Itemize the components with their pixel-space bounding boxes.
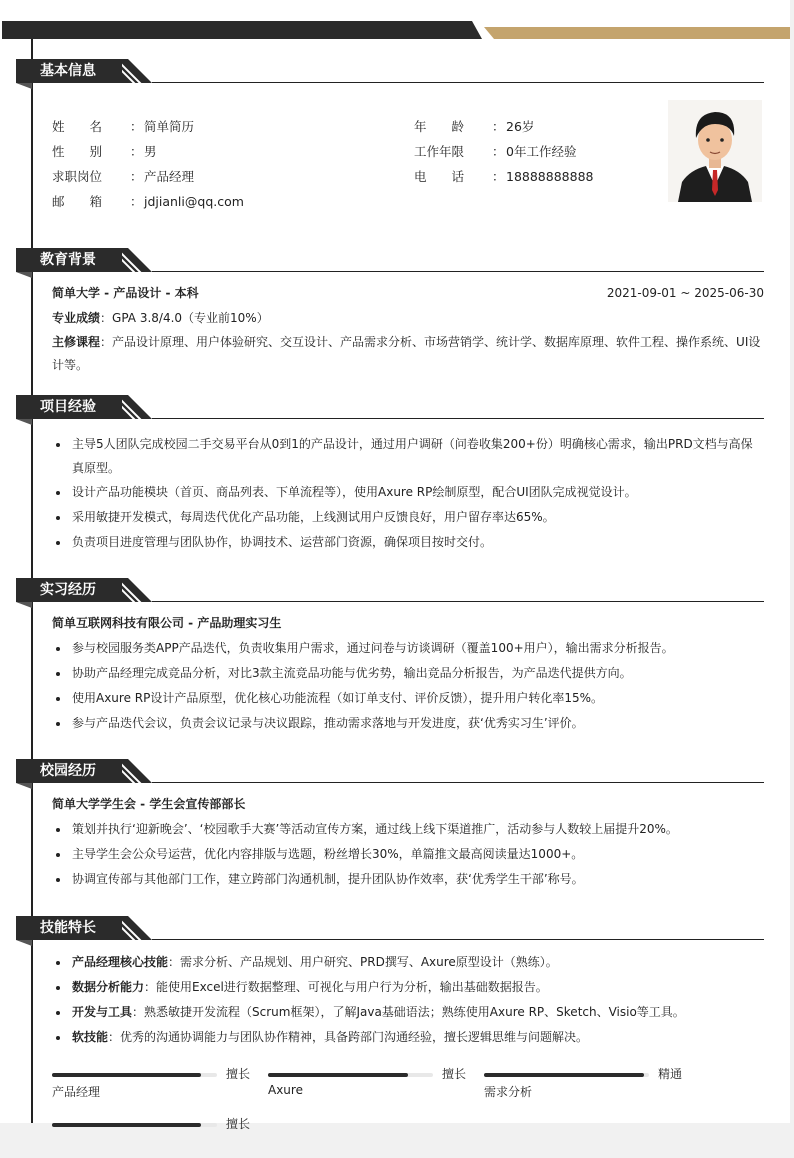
- list-item: 使用Axure RP设计产品原型，优化核心功能流程（如订单支付、评价反馈），提升用户转化率15%。: [52, 686, 764, 711]
- section-title: 校园经历: [16, 759, 122, 783]
- info-age: 年 龄 ：26岁: [414, 119, 535, 134]
- list-item: 设计产品功能模块（首页、商品列表、下单流程等），使用Axure RP绘制原型，配合UI团队完成视觉设计。: [52, 480, 764, 505]
- section-basic-info: [16, 59, 764, 209]
- section-header: [16, 59, 764, 83]
- section-divider: [152, 601, 764, 602]
- header-band-gold: [484, 27, 790, 39]
- list-item: 参与产品迭代会议，负责会议记录与决议跟踪，推动需求落地与开发进度，获‘优秀实习生’评价。: [52, 711, 764, 736]
- section-title: 实习经历: [16, 578, 122, 602]
- courses-line: 主修课程：产品设计原理、用户体验研究、交互设计、产品需求分析、市场营销学、统计学、数据库原理、软件工程、操作系统、UI设计等。: [52, 335, 761, 372]
- skill-bar-axure: 擅长 Axure: [268, 1067, 467, 1097]
- section-projects: [16, 395, 764, 555]
- list-item: 数据分析能力：能使用Excel进行数据整理、可视化与用户行为分析，输出基础数据报告。: [52, 975, 764, 1000]
- gpa-line: 专业成绩：GPA 3.8/4.0（专业前10%）: [52, 311, 269, 325]
- section-header: [16, 578, 764, 602]
- skill-bar-requirements: 精通 需求分析: [484, 1067, 683, 1099]
- list-item: 参与校园服务类APP产品迭代，负责收集用户需求，通过问卷与访谈调研（覆盖100+用户），输出需求分析报告。: [52, 636, 764, 661]
- skill-bar-product-manager: 擅长 产品经理: [52, 1067, 251, 1099]
- person-avatar-icon: [668, 100, 762, 202]
- campus-heading: 简单大学学生会 - 学生会宣传部部长: [52, 797, 246, 811]
- list-item: 负责项目进度管理与团队协作，协调技术、运营部门资源，确保项目按时交付。: [52, 530, 764, 555]
- project-list: [52, 432, 764, 555]
- list-item: 软技能：优秀的沟通协调能力与团队协作精神，具备跨部门沟通经验，擅长逻辑思维与问题解决。: [52, 1025, 764, 1050]
- section-title: 基本信息: [16, 59, 122, 83]
- section-campus: [16, 759, 764, 892]
- list-item: 主导5人团队完成校园二手交易平台从0到1的产品设计，通过用户调研（问卷收集200+份）明确核心需求，输出PRD文档与高保真原型。: [52, 432, 764, 480]
- avatar-photo: [668, 100, 762, 202]
- list-item: 主导学生会公众号运营，优化内容排版与选题，粉丝增长30%，单篇推文最高阅读量达1000+。: [52, 842, 764, 867]
- skill-bar-extra: 擅长: [52, 1118, 262, 1158]
- internship-heading: 简单互联网科技有限公司 - 产品助理实习生: [52, 616, 282, 630]
- section-title: 教育背景: [16, 248, 122, 272]
- section-divider: [152, 782, 764, 783]
- list-item: 开发与工具：熟悉敏捷开发流程（Scrum框架），了解Java基础语法；熟练使用Axure RP、Sketch、Visio等工具。: [52, 1000, 764, 1025]
- info-name: 姓 名 ：简单简历: [52, 119, 195, 134]
- section-internship: [16, 578, 764, 736]
- list-item: 产品经理核心技能：需求分析、产品规划、用户研究、PRD撰写、Axure原型设计（熟练）。: [52, 950, 764, 975]
- section-skills: [16, 916, 764, 1050]
- info-phone: 电 话 ：18888888888: [414, 169, 594, 184]
- education-period: 2021-09-01 ~ 2025-06-30: [606, 286, 764, 300]
- list-item: 策划并执行‘迎新晚会’、‘校园歌手大赛’等活动宣传方案，通过线上线下渠道推广，活动参与人数较上届提升20%。: [52, 817, 764, 842]
- section-title: 技能特长: [16, 916, 122, 940]
- header-band-dark: [2, 21, 482, 39]
- section-title: 项目经验: [16, 395, 122, 419]
- section-header: [16, 916, 764, 940]
- internship-list: [52, 636, 764, 736]
- section-divider: [152, 418, 764, 419]
- basic-info-grid: [16, 83, 764, 209]
- section-divider: [152, 939, 764, 940]
- section-header: [16, 248, 764, 272]
- section-divider: [152, 271, 764, 272]
- info-gender: 性 别 ：男: [52, 144, 157, 159]
- school-degree: 简单大学 - 产品设计 - 本科: [52, 286, 199, 300]
- list-item: 协助产品经理完成竞品分析，对比3款主流竞品功能与优劣势，输出竞品分析报告，为产品迭代提供方向。: [52, 661, 764, 686]
- info-position: 求职岗位 ：产品经理: [52, 169, 195, 184]
- list-item: 采用敏捷开发模式，每周迭代优化产品功能，上线测试用户反馈良好，用户留存率达65%。: [52, 505, 764, 530]
- info-email: 邮 箱 ：jdjianli@qq.com: [52, 194, 244, 209]
- skills-list: [52, 950, 764, 1050]
- info-experience: 工作年限 ：0年工作经验: [414, 144, 577, 159]
- section-header: [16, 395, 764, 419]
- list-item: 协调宣传部与其他部门工作，建立跨部门沟通机制，提升团队协作效率，获‘优秀学生干部’称号。: [52, 867, 764, 892]
- section-header: [16, 759, 764, 783]
- education-header: [52, 281, 764, 306]
- campus-list: [52, 817, 764, 892]
- section-education: [16, 248, 764, 377]
